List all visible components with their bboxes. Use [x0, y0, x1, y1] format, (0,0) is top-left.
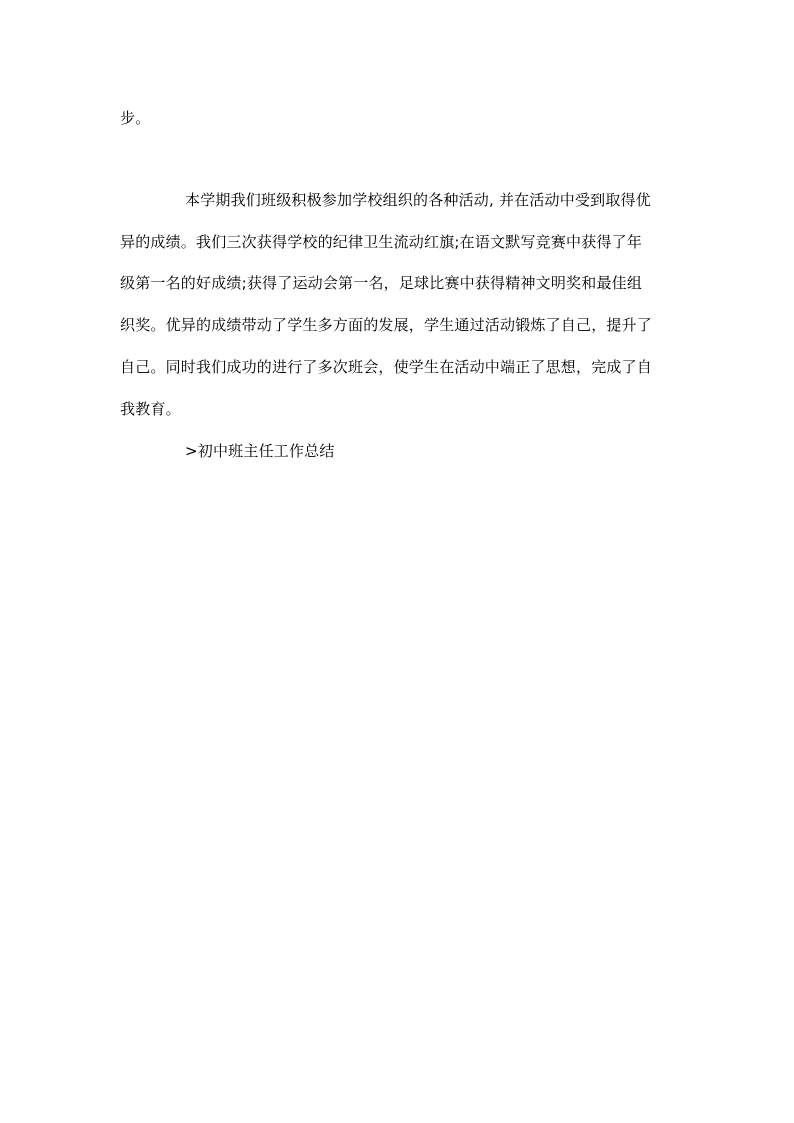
paragraph-line: 自己。同时我们成功的进行了多次班会，使学生在活动中端正了思想，完成了自 — [120, 358, 653, 376]
paragraph-last-line: 我教育。 — [120, 400, 181, 418]
text-line-continuation: 步。 — [120, 109, 151, 127]
related-link-text: >初中班主任工作总结 — [185, 442, 335, 460]
paragraph-line: 级第一名的好成绩;获得了运动会第一名，足球比赛中获得精神文明奖和最佳组 — [120, 274, 643, 292]
paragraph-first-line: 本学期我们班级积极参加学校组织的各种活动, 并在活动中受到取得优 — [185, 191, 651, 209]
paragraph-line: 织奖。优异的成绩带动了学生多方面的发展，学生通过活动锻炼了自己，提升了 — [120, 316, 653, 334]
paragraph-line: 异的成绩。我们三次获得学校的纪律卫生流动红旗;在语文默写竞赛中获得了年 — [120, 233, 643, 251]
